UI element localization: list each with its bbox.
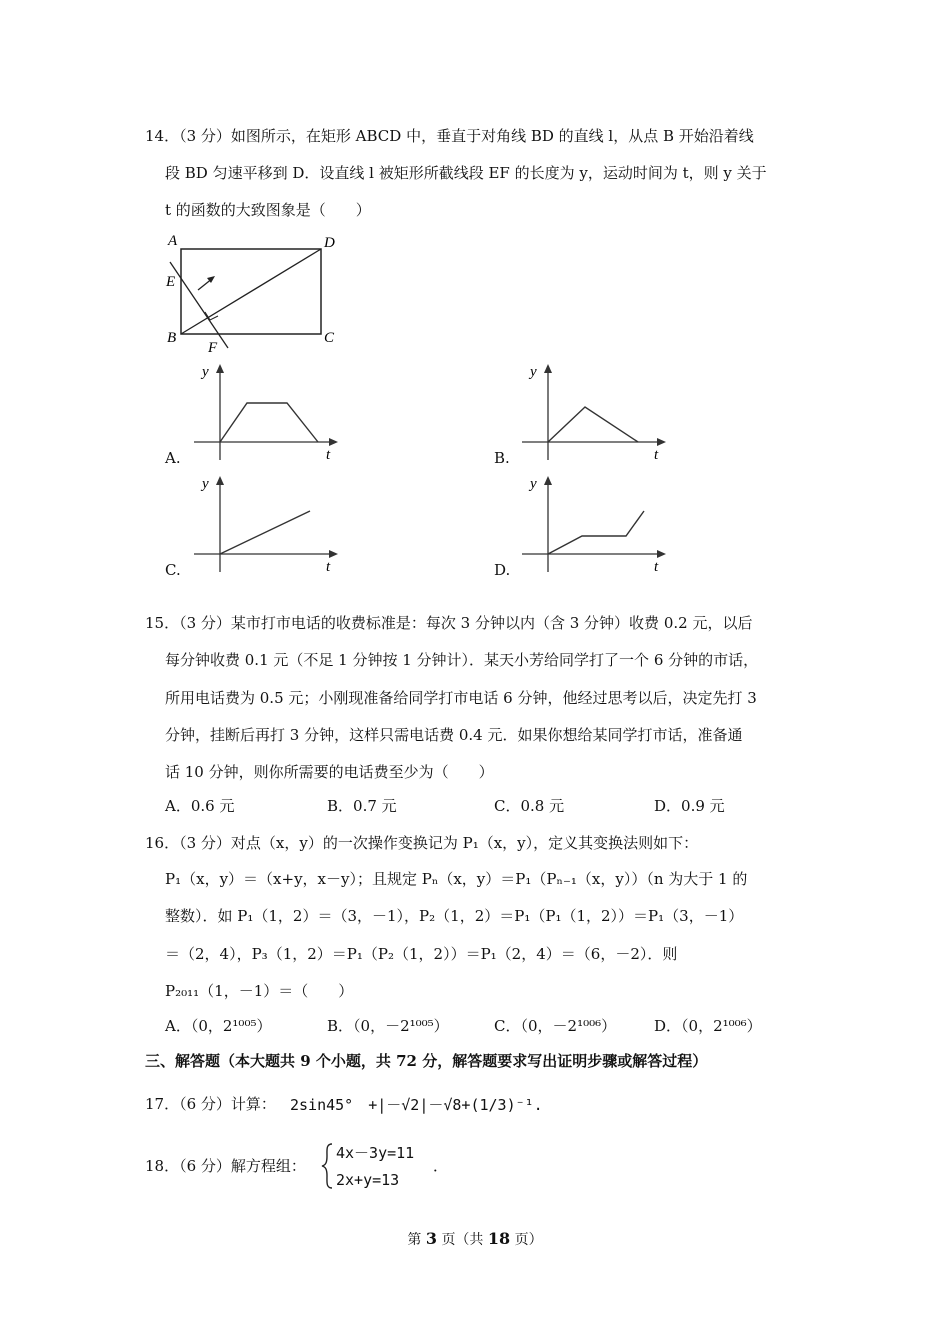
q16-line5: P₂₀₁₁（1，－1）＝（ ） (165, 982, 354, 1000)
q14-line2: 段 BD 匀速平移到 D．设直线 l 被矩形所截线段 EF 的长度为 y，运动时间为 t，则 y 关于 (165, 164, 767, 182)
label-c: C (324, 330, 335, 346)
q16-line2: P₁（x，y）＝（x+y，x－y）；且规定 Pₙ（x，y）＝P₁（Pₙ₋₁（x，y））（n 为大于 1 的 (165, 870, 748, 888)
label-d: D (324, 235, 335, 251)
q15-option-a: A．0.6 元 (165, 797, 235, 815)
q16-line1: 16．（3 分）对点（x，y）的一次操作变换记为 P₁（x，y），定义其变换法则如下： (145, 834, 699, 852)
label-a: A (168, 233, 178, 249)
q14-option-a-graph (190, 360, 350, 465)
q15-option-c: C．0.8 元 (494, 797, 565, 815)
q14-line1: 14．（3 分）如图所示，在矩形 ABCD 中，垂直于对角线 BD 的直线 l，从点 B 开始沿着线 (145, 127, 754, 145)
q16-option-b: B．（0，－2¹⁰⁰⁵） (327, 1017, 449, 1035)
y-label: y (202, 364, 209, 380)
q16-line4: ＝（2，4），P₃（1，2）＝P₁（P₂（1，2））＝P₁（2，4）＝（6，－2）．则 (165, 945, 678, 963)
q14-line3: t 的函数的大致图象是（ ） (165, 201, 371, 219)
label-f: F (208, 340, 218, 356)
q18-equation-2: 2x+y=13 (336, 1171, 400, 1189)
q17-expression: 2sin45° +|－√2|－√8+(1/3)⁻¹. (290, 1096, 543, 1114)
q18-tail: ． (433, 1157, 449, 1175)
y-label: y (202, 476, 209, 492)
q15-line5: 话 10 分钟，则你所需要的电话费至少为（ ） (165, 763, 494, 781)
q18-equation-1: 4x－3y=11 (336, 1144, 415, 1162)
q14-option-a-label: A. (165, 449, 181, 467)
q15-line4: 分钟，挂断后再打 3 分钟，这样只需电话费 0.4 元．如果你想给某同学打市话，准备通 (165, 726, 743, 744)
rectangle-figure (160, 228, 350, 358)
footer-pre: 第 (407, 1232, 422, 1248)
q16-line3: 整数）．如 P₁（1，2）＝（3，－1），P₂（1，2）＝P₁（P₁（1，2））＝P₁（3，－1） (165, 907, 744, 925)
q14-option-d-label: D. (494, 561, 511, 579)
label-b: B (167, 330, 177, 346)
t-label: t (654, 447, 659, 463)
footer-total-pages: 18 (487, 1229, 511, 1248)
t-label: t (654, 559, 659, 575)
q15-line3: 所用电话费为 0.5 元；小刚现准备给同学打市电话 6 分钟，他经过思考以后，决定先打 3 (165, 689, 757, 707)
footer-page-number: 3 (425, 1229, 437, 1248)
q14-option-d-graph (518, 472, 678, 577)
y-label: y (530, 364, 537, 380)
q14-option-b-label: B. (494, 449, 510, 467)
q15-option-b: B．0.7 元 (327, 797, 397, 815)
t-label: t (326, 447, 331, 463)
page-footer (0, 1229, 950, 1249)
section-heading: 三、解答题（本大题共 9 个小题，共 72 分，解答题要求写出证明步骤或解答过程） (145, 1052, 708, 1070)
brace-icon (320, 1142, 334, 1190)
q15-line2: 每分钟收费 0.1 元（不足 1 分钟按 1 分钟计）．某天小芳给同学打了一个 6 分钟的市话， (165, 651, 759, 669)
q17-label: 17．（6 分）计算： (145, 1095, 276, 1113)
t-label: t (326, 559, 331, 575)
footer-post: 页） (514, 1232, 543, 1248)
q14-option-b-graph (518, 360, 678, 465)
q16-option-c: C．（0，－2¹⁰⁰⁶） (494, 1017, 617, 1035)
label-e: E (166, 274, 176, 290)
y-label: y (530, 476, 537, 492)
q18-label: 18．（6 分）解方程组： (145, 1157, 306, 1175)
q16-option-d: D．（0，2¹⁰⁰⁶） (654, 1017, 762, 1035)
q14-option-c-graph (190, 472, 350, 577)
footer-mid: 页（共 (441, 1232, 484, 1248)
q15-line1: 15．（3 分）某市打市电话的收费标准是：每次 3 分钟以内（含 3 分钟）收费 0.2 元，以后 (145, 614, 753, 632)
q15-option-d: D．0.9 元 (654, 797, 725, 815)
q14-option-c-label: C. (165, 561, 181, 579)
q16-option-a: A．（0，2¹⁰⁰⁵） (165, 1017, 272, 1035)
